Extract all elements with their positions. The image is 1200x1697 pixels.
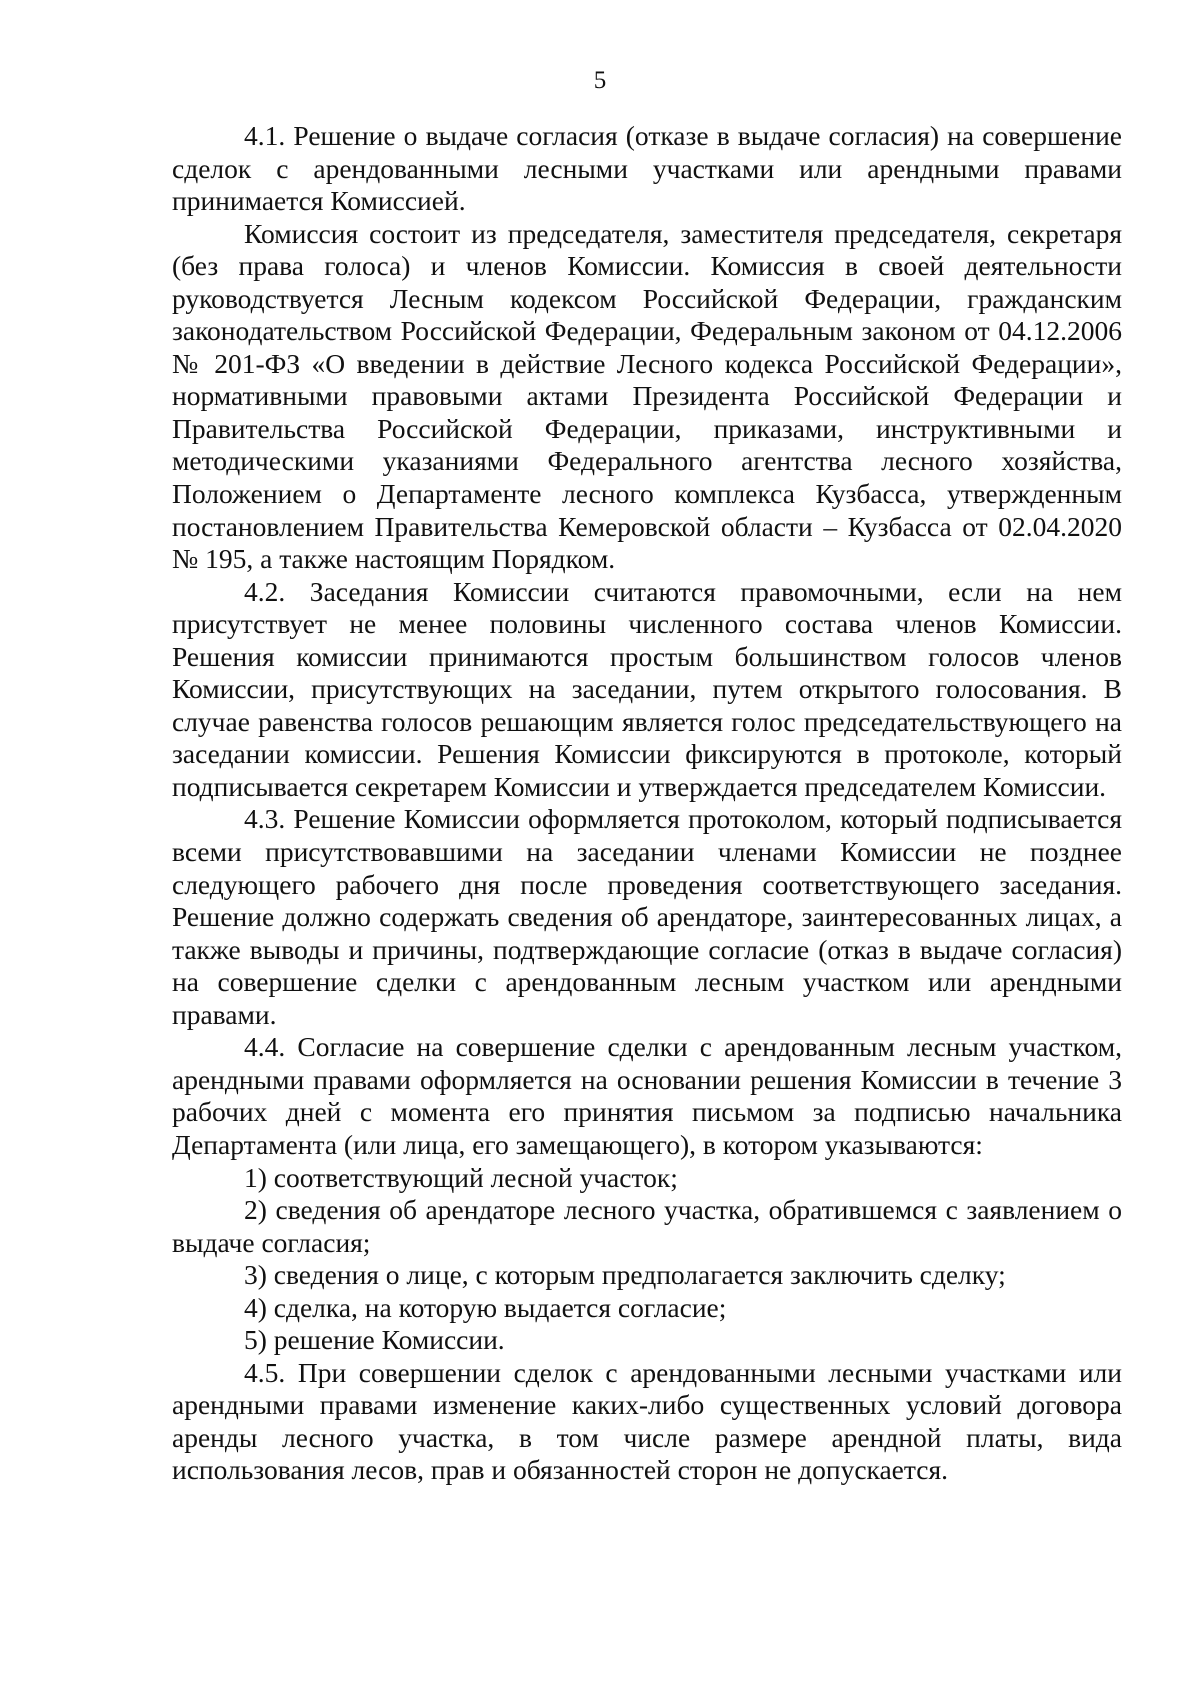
paragraph-4-4: 4.4. Согласие на совершение сделки с арендованным лесным участком, арендными правами оформляется на основании решения Комиссии в течение 3 рабочих дней с момента его принятия письмом за подписью начальника Департамента (или лица, его замещающего), в котором указываются: [172,1031,1122,1160]
document-body [172,120,1122,1487]
list-item-3: 3) сведения о лице, с которым предполагается заключить сделку; [244,1259,1006,1291]
list-item-4: 4) сделка, на которую выдается согласие; [244,1291,727,1323]
list-item-1: 1) соответствующий лесной участок; [244,1161,678,1193]
paragraph-4-2: 4.2. Заседания Комиссии считаются правомочными, если на нем присутствует не менее половины численного состава членов Комиссии. Решения комиссии принимаются простым большинством голосов членов Комиссии, присутствующих на заседании, путем открытого голосования. В случае равенства голосов решающим является голос председательствующего на заседании комиссии. Решения Комиссии фиксируются в протоколе, который подписывается секретарем Комиссии и утверждается председателем Комиссии. [172,575,1122,802]
page-number: 5 [593,67,607,94]
list-item-5: 5) решение Комиссии. [244,1324,505,1356]
paragraph-4-3: 4.3. Решение Комиссии оформляется протоколом, который подписывается всеми присутствовавшими на заседании членами Комиссии не позднее следующего рабочего дня после проведения соответствующего заседания. Решение должно содержать сведения об арендаторе, заинтересованных лицах, а также выводы и причины, подтверждающие согласие (отказ в выдаче согласия) на совершение сделки с арендованным лесным участком или арендными правами. [172,803,1122,1030]
list-item-2: 2) сведения об арендаторе лесного участка, обратившемся с заявлением о выдаче согласия; [172,1194,1122,1258]
paragraph-commission-composition: Комиссия состоит из председателя, заместителя председателя, секретаря (без права голоса) и членов Комиссии. Комиссия в своей деятельности руководствуется Лесным кодексом Российской Федерации, гражданским законодательством Российской Федерации, Федеральным законом от 04.12.2006 № 201-ФЗ «О введении в действие Лесного кодекса Российской Федерации», нормативными правовыми актами Президента Российской Федерации и Правительства Российской Федерации, приказами, инструктивными и методическими указаниями Федерального агентства лесного хозяйства, Положением о Департаменте лесного комплекса Кузбасса, утвержденным постановлением Правительства Кемеровской области – Кузбасса от 02.04.2020 № 195, а также настоящим Порядком. [172,217,1122,575]
paragraph-4-5: 4.5. При совершении сделок с арендованными лесными участками или арендными правами изменение каких-либо существенных условий договора аренды лесного участка, в том числе размере арендной платы, вида использования лесов, прав и обязанностей сторон не допускается. [172,1356,1122,1486]
paragraph-4-1: 4.1. Решение о выдаче согласия (отказе в выдаче согласия) на совершение сделок с арендованными лесными участками или арендными правами принимается Комиссией. [172,120,1122,217]
